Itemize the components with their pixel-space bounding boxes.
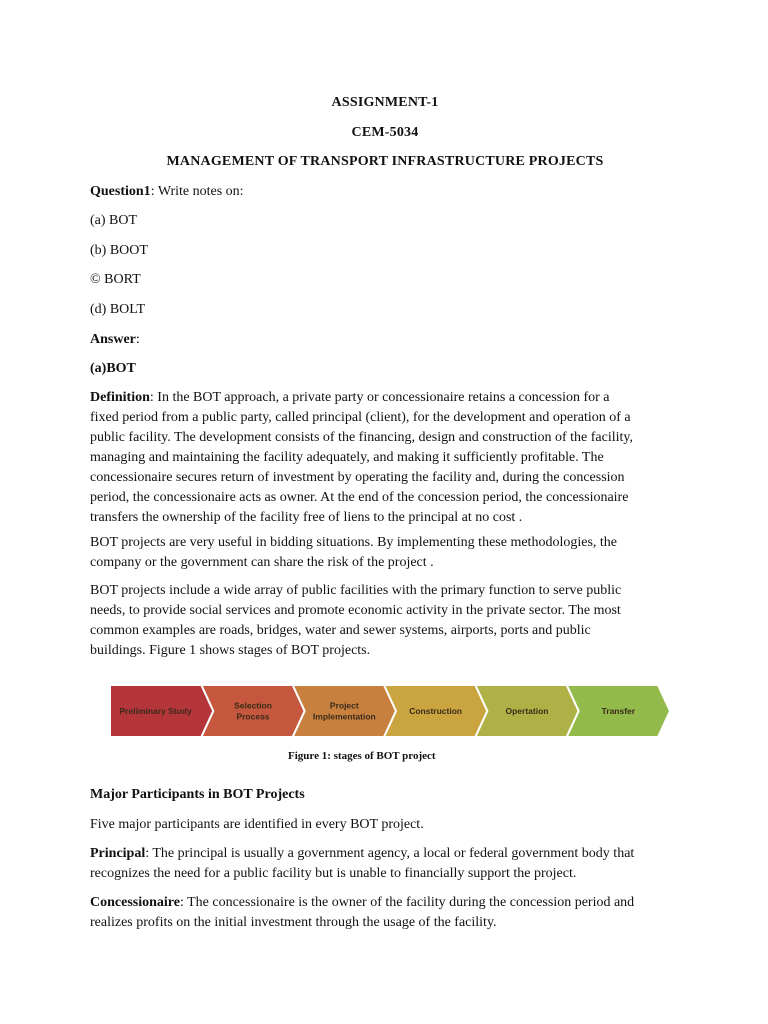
bidding-paragraph: BOT projects are very useful in bidding situations. By implementing these methodologies, the company or the government can share the risk of the project . (90, 535, 617, 570)
bot-stages-chevrons (110, 685, 670, 737)
stage-label-3-line-2: Implementation (312, 711, 376, 722)
question-line (90, 184, 244, 200)
question-item-b: (b) BOOT (90, 243, 148, 258)
definition-label: Definition (90, 390, 150, 405)
principal-label: Principal (90, 846, 146, 861)
question-item-d: (d) BOLT (90, 302, 146, 317)
stage-label-2-line-1: Selection (234, 700, 272, 711)
question-label: Question1 (90, 184, 151, 199)
facilities-paragraph: BOT projects include a wide array of public facilities with the primary function to serve public needs, to provide social services and promote economic activity in the private sector. The most common examples are roads, bridges, water and sewer systems, airports, ports and public buildings. Figure 1 shows stages of BOT projects. (90, 583, 622, 658)
question-item-a: (a) BOT (90, 213, 138, 228)
participants-intro: Five major participants are identified in every BOT project. (90, 817, 424, 832)
bot-stages-diagram (110, 685, 670, 737)
question-item-c: © BORT (90, 272, 141, 287)
assignment-title: ASSIGNMENT-1 (331, 95, 439, 110)
course-code: CEM-5034 (351, 125, 419, 140)
stage-label-3-line-1: Project (329, 700, 359, 711)
concessionaire-label: Concessionaire (90, 895, 180, 910)
stage-label-5: Opertation (505, 706, 549, 716)
question-text: : Write notes on: (150, 184, 244, 199)
answer-line: Answer: (90, 332, 140, 347)
stage-label-2-line-2: Process (236, 711, 270, 722)
answer-label: Answer (90, 332, 136, 347)
stage-label-1: Preliminary Study (119, 706, 192, 716)
principal-paragraph: Principal: The principal is usually a government agency, a local or federal government body that recognizes the need for a public facility but is unable to financially support the project. (90, 846, 635, 881)
figure-caption: Figure 1: stages of BOT project (288, 750, 436, 762)
participants-heading: Major Participants in BOT Projects (90, 787, 305, 802)
definition-paragraph: Definition: In the BOT approach, a private party or concessionaire retains a concession for a fixed period from a public party, called principal (client), for the development and operation of a public facility. The development consists of the financing, design and construction of the facility, managing and maintaining the facility adequately, and making it sufficiently profitable. The concessionaire secures return of investment by operating the facility and, during the concession period, the concessionaire acts as owner. At the end of the concession period, the concessionaire transfers the ownership of the facility free of liens to the principal at no cost . (90, 390, 634, 525)
course-title: MANAGEMENT OF TRANSPORT INFRASTRUCTURE PROJECTS (166, 154, 604, 169)
concessionaire-paragraph: Concessionaire: The concessionaire is the owner of the facility during the concession period and realizes profits on the initial investment through the usage of the facility. (90, 895, 635, 930)
stage-label-6: Transfer (601, 706, 636, 716)
stage-label-4: Construction (409, 706, 463, 716)
section-heading-bot: (a)BOT (90, 361, 136, 376)
